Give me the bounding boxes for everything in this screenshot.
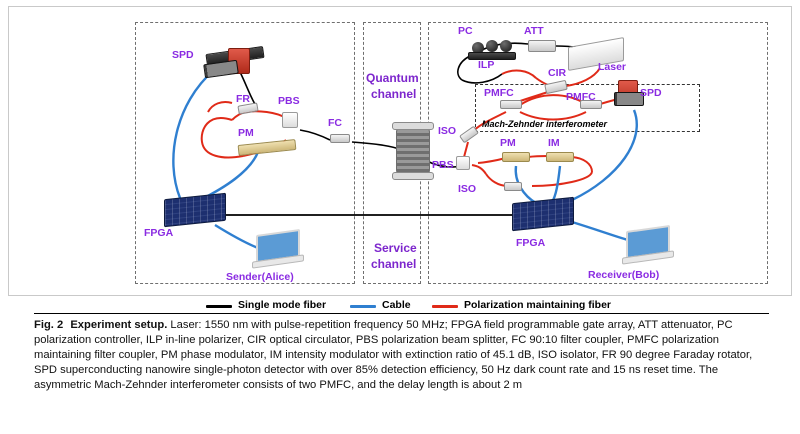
label-receiver-cir: CIR xyxy=(548,67,567,79)
sender-fc-device xyxy=(330,134,350,143)
legend-label-cable: Cable xyxy=(382,299,411,311)
receiver-pbs-device xyxy=(456,156,470,170)
label-service-channel-line1: Service xyxy=(374,241,417,255)
figure-caption-text: Laser: 1550 nm with pulse-repetition frequency 50 MHz; FPGA field programmable gate array, ATT attenuator, PC polarization controller, ILP in-line polarizer, CIR optical circulator, PBS polarization beam splitter, FC 90:10 filter coupler, PMFC polarization maintaining filter coupler, PM phase modulator, IM intensity modulator with extinction ratio of 45.1 dB, ISO isolator, FR 90 degree Faraday rotator, SPD superconducting nanowire single-photon detector with over 85% detection efficiency, 50 Hz dark count rate and 15 ns reset time. The asymmetric Mach-Zehnder interferometer consists of two PMFC, and the delay length is about 2 m xyxy=(34,319,753,391)
label-receiver-im: IM xyxy=(548,137,560,149)
receiver-iso-bottom-device xyxy=(504,182,522,191)
label-receiver-iso-top: ISO xyxy=(438,125,457,137)
label-receiver-pmfc-right: PMFC xyxy=(566,91,596,103)
label-receiver-laser: Laser xyxy=(598,61,627,73)
label-sender-fpga: FPGA xyxy=(144,227,174,239)
label-sender-alice: Sender(Alice) xyxy=(226,271,294,283)
legend-label-single-mode-fiber: Single mode fiber xyxy=(238,299,327,311)
label-sender-fc: FC xyxy=(328,117,342,129)
label-sender-fr: FR xyxy=(236,93,250,105)
legend-swatch-pm-fiber xyxy=(432,305,458,308)
label-quantum-channel-line1: Quantum xyxy=(366,71,419,85)
fiber-spool-flange-bottom xyxy=(392,172,434,180)
figure-label: Fig. 2 xyxy=(34,319,64,331)
label-receiver-spd: SPD xyxy=(640,87,662,99)
caption-divider xyxy=(34,313,769,314)
label-receiver-att: ATT xyxy=(524,25,544,37)
label-sender-spd: SPD xyxy=(172,49,194,61)
label-mach-zehnder: Mach-Zehnder interferometer xyxy=(482,119,608,129)
fiber-spool-flange-top xyxy=(392,122,434,130)
label-quantum-channel-line2: channel xyxy=(371,87,417,101)
receiver-att-device xyxy=(528,40,556,52)
legend xyxy=(0,296,800,318)
legend-swatch-cable xyxy=(350,305,376,308)
figure-caption xyxy=(34,318,769,392)
figure-title: Experiment setup. xyxy=(70,319,168,331)
fiber-spool xyxy=(396,126,430,176)
label-receiver-fpga: FPGA xyxy=(516,237,546,249)
receiver-im-device xyxy=(546,152,574,162)
label-receiver-pm: PM xyxy=(500,137,516,149)
receiver-pmfc-left-device xyxy=(500,100,522,109)
label-receiver-pc: PC xyxy=(458,25,473,37)
legend-swatch-single-mode-fiber xyxy=(206,305,232,308)
label-receiver-ilp: ILP xyxy=(478,59,495,71)
receiver-pm-device xyxy=(502,152,530,162)
sender-pbs-device xyxy=(282,112,298,128)
receiver-pc-knob-3 xyxy=(500,40,512,52)
label-receiver-pbs: PBS xyxy=(432,159,454,171)
label-service-channel-line2: channel xyxy=(371,257,417,271)
label-receiver-bob: Receiver(Bob) xyxy=(588,269,660,281)
label-receiver-iso-bottom: ISO xyxy=(458,183,477,195)
label-sender-pm: PM xyxy=(238,127,254,139)
label-sender-pbs: PBS xyxy=(278,95,300,107)
receiver-pc-knob-2 xyxy=(486,40,498,52)
label-receiver-pmfc-left: PMFC xyxy=(484,87,514,99)
legend-label-pm-fiber: Polarization maintaining fiber xyxy=(464,299,612,311)
